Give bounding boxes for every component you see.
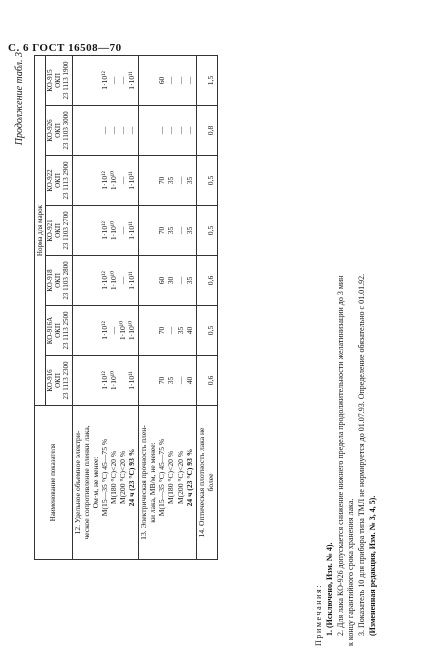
value-line [74, 58, 83, 103]
value-line: 0,5 [205, 325, 215, 336]
brand-header [46, 306, 72, 356]
parameter-line: 24 ч (23 °С) 93 % [184, 448, 194, 507]
table-row [196, 56, 217, 560]
value-cell [196, 256, 217, 306]
parameter-line: М(180 °С)<20 % [166, 450, 176, 505]
parameter-line: ки лака, МВ/м, не менее: [148, 442, 158, 523]
parameter-line: М(15—35 °С) 45—75 % [99, 438, 109, 517]
brand-okp: ОКП [53, 273, 62, 288]
parameter-cell [139, 406, 197, 560]
value-cell [72, 106, 139, 156]
page-header: С. 6 ГОСТ 16508—70 [8, 42, 122, 54]
value-line: — [184, 126, 194, 135]
value-line: — [175, 226, 185, 235]
value-line: — [118, 176, 127, 185]
value-cell [139, 206, 197, 256]
value-line: 35 [184, 176, 194, 185]
value-line: — [118, 126, 127, 135]
brand-header [46, 156, 72, 206]
brand-okp: ОКП [53, 223, 62, 238]
amendment-note: (Измененная редакция, Изм. № 3, 4, 5). [367, 495, 377, 636]
table-row [139, 56, 197, 560]
brand-header [46, 106, 72, 156]
parameter-line: 12. Удельное объемное электри- [72, 430, 82, 535]
brand-okp: ОКП [53, 373, 62, 388]
value-line: 70 [157, 226, 167, 235]
parameter-line: более [205, 473, 215, 492]
note-1: 1. (Исключено, Изм. № 4). [324, 542, 334, 636]
value-cell [72, 306, 139, 356]
value-line: 1·10¹⁰ [127, 320, 137, 341]
value-line: — [175, 376, 185, 385]
value-cell [72, 56, 139, 106]
brand-code: 23 1113 2500 [61, 311, 70, 350]
value-line: — [166, 126, 176, 135]
value-line: 1·10¹⁰ [108, 220, 118, 241]
value-line: — [108, 126, 118, 135]
value-line: — [175, 176, 185, 185]
brand-name: КО-926 [46, 119, 55, 142]
value-line: 1·10¹¹ [127, 371, 137, 390]
value-line: 0,8 [205, 125, 215, 136]
brand-okp: ОКП [53, 323, 62, 338]
brand-name: КО-916А [46, 316, 55, 345]
parameter-line: М(15—35 °С) 45—75 % [157, 438, 167, 517]
value-cell [196, 356, 217, 406]
value-line: 40 [184, 376, 194, 385]
value-line [74, 308, 83, 353]
value-cell [196, 306, 217, 356]
value-line: 0,6 [205, 375, 215, 386]
value-line: 1·10¹¹ [127, 71, 137, 90]
value-line: 0,5 [205, 175, 215, 186]
parameter-line: М(200 °С)<20 % [175, 450, 185, 505]
norm-group-header: Норма для марок [35, 56, 46, 406]
value-line: — [118, 76, 127, 85]
value-line: 1·10¹² [99, 321, 109, 340]
value-line: 35 [166, 226, 176, 235]
value-line [140, 208, 149, 253]
indicator-column-header: Наименование показателя [35, 406, 73, 560]
value-line: 0,5 [205, 225, 215, 236]
value-line: 1·10¹⁰ [108, 370, 118, 391]
value-line [83, 358, 92, 403]
parameter-line: 14. Оптическая плотность лака не [196, 427, 206, 538]
value-line: 35 [175, 326, 185, 335]
value-cell [196, 56, 217, 106]
value-cell [196, 206, 217, 256]
value-line: — [127, 126, 137, 135]
brand-header [46, 206, 72, 256]
value-line: 70 [157, 326, 167, 335]
value-line: 1·10¹² [99, 271, 109, 290]
value-line [74, 158, 83, 203]
note-3: 3. Показатель 10 для прибора типа ТМЛ не нормируется до 01.07.93. Определение обязательно с 01.01.92. [357, 273, 367, 636]
value-cell [139, 156, 197, 206]
value-line [74, 258, 83, 303]
value-cell [196, 106, 217, 156]
parameter-line: 13. Электрическая прочность плен- [139, 425, 149, 540]
value-line: — [175, 126, 185, 135]
brand-name: КО-918 [46, 269, 55, 292]
brand-code: 23 1113 1900 [61, 61, 70, 100]
value-line: 30 [166, 276, 176, 285]
brand-code: 23 1113 2900 [61, 161, 70, 200]
value-line: 1·10¹⁰ [108, 170, 118, 191]
value-line: 1,5 [205, 75, 215, 86]
value-cell [196, 156, 217, 206]
brand-name: КО-915 [46, 69, 55, 92]
value-line: — [108, 76, 118, 85]
parameter-line: М(180 °С)<20 % [108, 450, 118, 505]
value-line: — [175, 276, 185, 285]
value-line: 35 [166, 176, 176, 185]
value-line: 1·10¹² [99, 371, 109, 390]
brand-okp: ОКП [53, 123, 62, 138]
notes-block [314, 54, 379, 646]
value-line: 60 [157, 276, 167, 285]
value-line: 1·10¹⁰ [108, 270, 118, 291]
value-line: 35 [166, 376, 176, 385]
value-line [83, 108, 92, 153]
parameter-line: Ом·м, не менее: [90, 456, 100, 509]
value-line: — [99, 126, 109, 135]
value-cell [72, 256, 139, 306]
brand-code: 23 1103 3000 [61, 111, 70, 150]
value-line [74, 108, 83, 153]
value-line [140, 158, 149, 203]
note-2-cont: к концу гарантийного срока хранения лака. [346, 498, 356, 646]
notes-title: Примечания: [314, 583, 323, 646]
value-line [83, 208, 92, 253]
brand-code: 23 1103 2800 [61, 261, 70, 300]
table-continuation-label: Продолжение табл. 3 [14, 52, 25, 146]
parameter-cell [72, 406, 139, 560]
value-line: — [184, 76, 194, 85]
value-line: 1·10¹¹ [127, 171, 137, 190]
value-line [140, 358, 149, 403]
value-line: — [166, 76, 176, 85]
value-line: — [175, 76, 185, 85]
table-body [72, 56, 217, 560]
value-line: — [108, 326, 118, 335]
value-line: 1·10¹² [99, 71, 109, 90]
parameter-line: 24 ч (23 °С) 93 % [127, 448, 137, 507]
value-line: 35 [184, 226, 194, 235]
value-line: 70 [157, 376, 167, 385]
value-line: 60 [157, 76, 167, 85]
value-cell [139, 106, 197, 156]
value-line: 70 [157, 176, 167, 185]
brand-header [46, 356, 72, 406]
value-line [140, 108, 149, 153]
value-line: 1·10¹² [99, 171, 109, 190]
brand-name: КО-916 [46, 369, 55, 392]
value-cell [139, 56, 197, 106]
brand-header [46, 56, 72, 106]
value-line: — [118, 276, 127, 285]
value-line: 1·10¹² [99, 221, 109, 240]
value-cell [139, 256, 197, 306]
value-line: 40 [184, 326, 194, 335]
value-cell [72, 356, 139, 406]
value-line: 1·10¹⁰ [118, 320, 127, 341]
parameter-line: М(200 °С)<20 % [118, 450, 127, 505]
value-line: 0,6 [205, 275, 215, 286]
value-line: — [166, 326, 176, 335]
value-line: 1·10¹¹ [127, 221, 137, 240]
value-cell [72, 206, 139, 256]
brand-code: 23 1103 2700 [61, 211, 70, 250]
rotated-content [12, 50, 412, 650]
value-line [83, 158, 92, 203]
brand-okp: ОКП [53, 73, 62, 88]
brand-name: КО-921 [46, 219, 55, 242]
value-line [83, 258, 92, 303]
value-line: — [157, 126, 167, 135]
parameter-line: ческое сопротивление пленки лака, [81, 425, 91, 540]
value-line: 35 [184, 276, 194, 285]
value-line [140, 308, 149, 353]
brand-header [46, 256, 72, 306]
brand-okp: ОКП [53, 173, 62, 188]
brand-name: КО-922 [46, 169, 55, 192]
value-cell [72, 156, 139, 206]
value-line [140, 58, 149, 103]
value-line [140, 258, 149, 303]
value-line: — [118, 226, 127, 235]
value-cell [139, 356, 197, 406]
table-row [72, 56, 139, 560]
value-line [74, 208, 83, 253]
value-cell [139, 306, 197, 356]
brand-code: 23 1113 2300 [61, 361, 70, 400]
parameter-cell [196, 406, 217, 560]
note-2: 2. Для лака КО-926 допускается снижение нижнего предела продолжительности желатинизации до 3 мин [335, 275, 345, 636]
value-line [83, 58, 92, 103]
value-line [83, 308, 92, 353]
value-line: 1·10¹¹ [127, 271, 137, 290]
value-line [74, 358, 83, 403]
norms-table [34, 55, 218, 560]
